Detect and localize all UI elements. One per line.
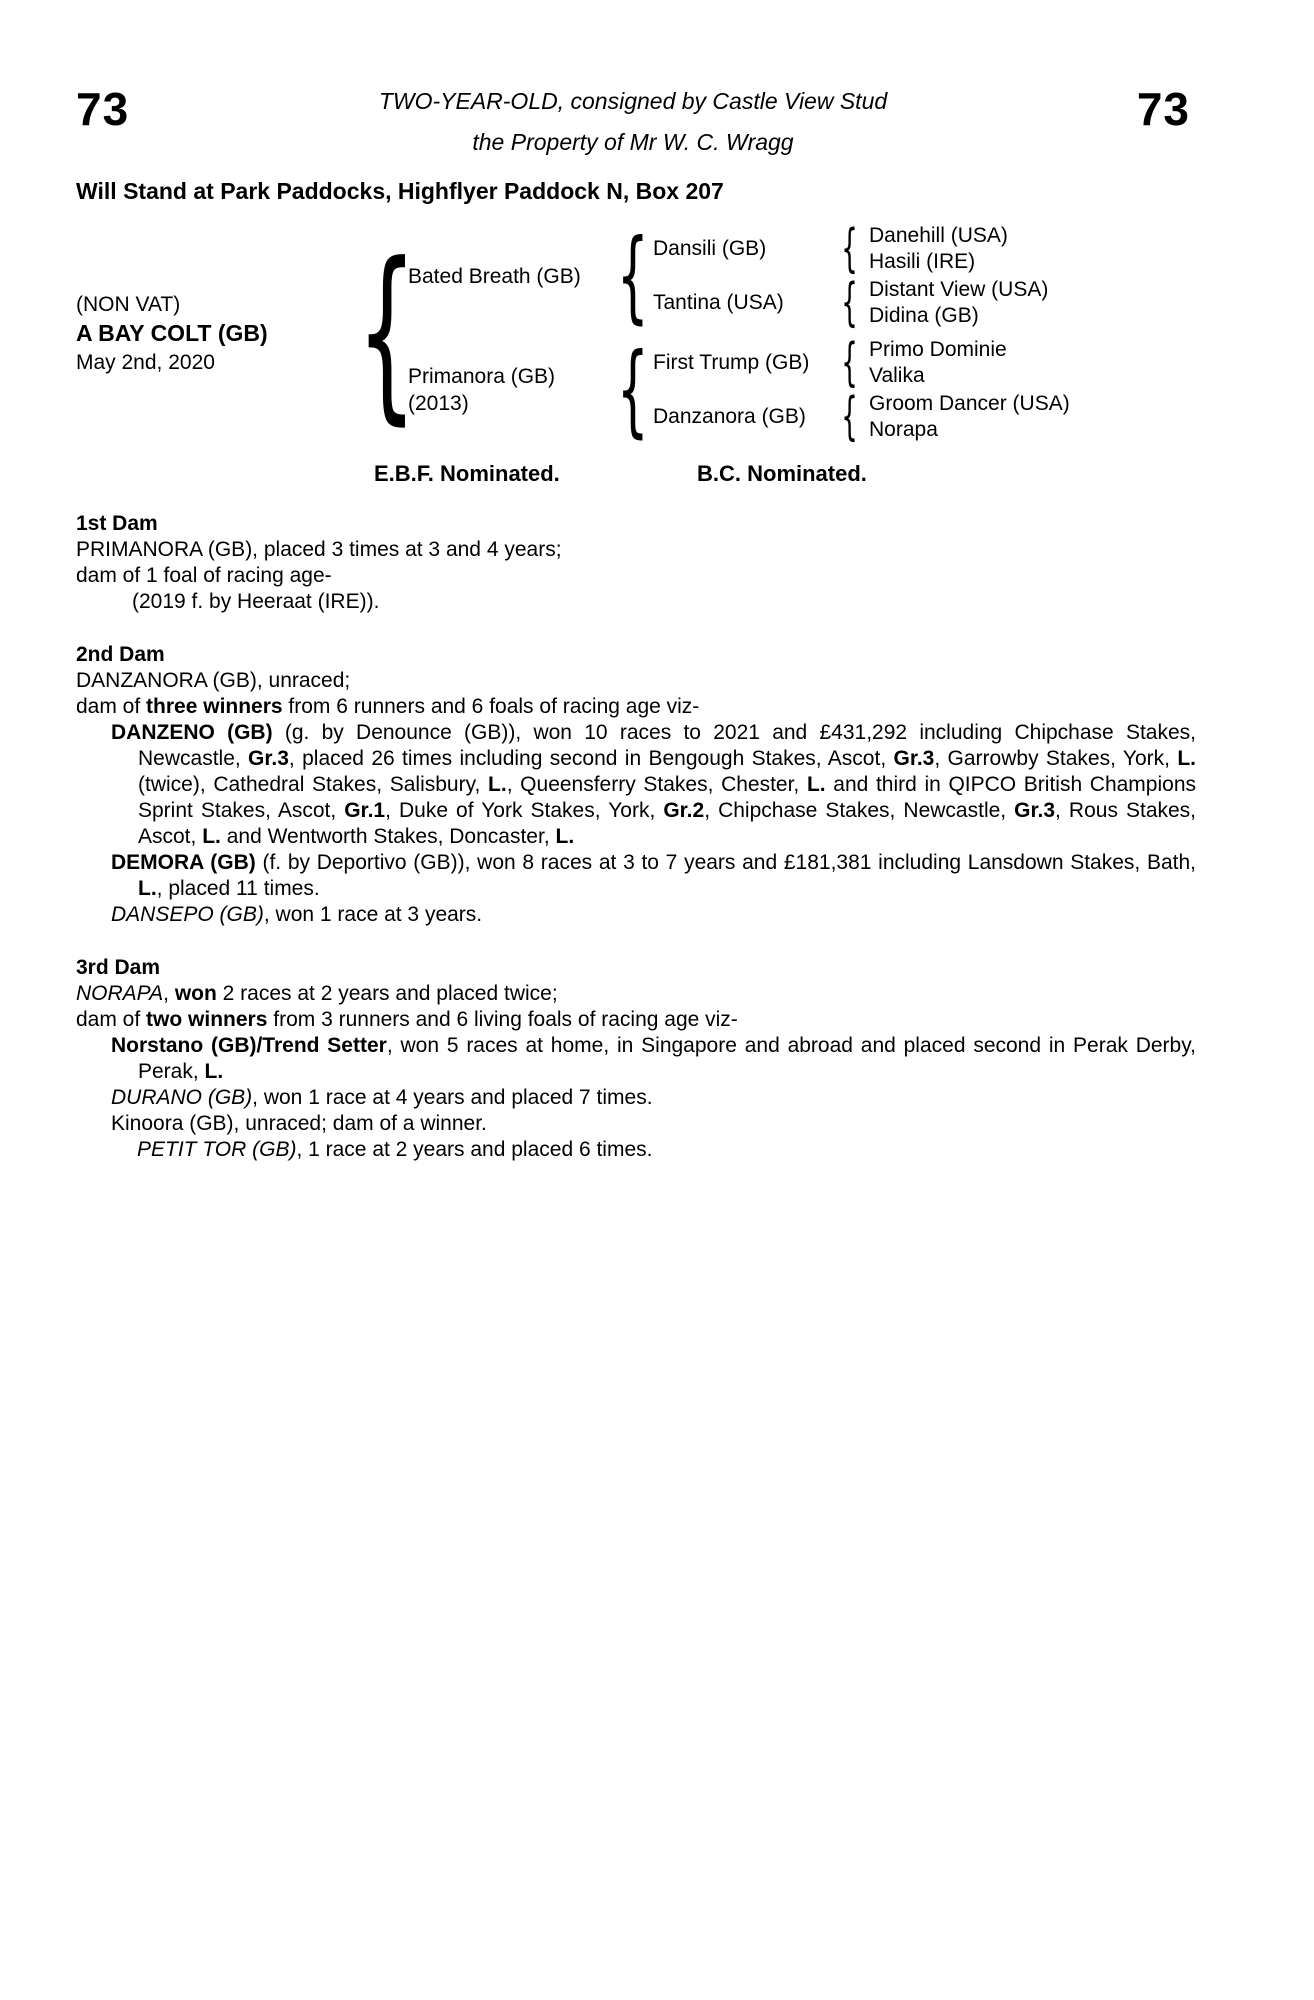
- lot-number-right: 73: [1136, 83, 1190, 135]
- text-run: from 3 runners and 6 living foals of racing age viz-: [267, 1008, 738, 1031]
- text-run: , Duke of York Stakes, York,: [385, 799, 664, 822]
- text-run: won: [174, 982, 217, 1005]
- subject-name: A BAY COLT (GB): [76, 319, 268, 346]
- text-run: NORAPA: [76, 982, 164, 1005]
- text-run: , Chipchase Stakes, Newcastle,: [704, 799, 1015, 822]
- great-grandparent-name: Primo Dominie: [869, 338, 1007, 361]
- pedigree-brace-icon: {: [617, 331, 649, 448]
- section-heading: 3rd Dam: [76, 956, 161, 979]
- grandsire-row: [653, 219, 1048, 279]
- pedigree-paragraph: [76, 1137, 1196, 1163]
- pedigree-paragraph: [76, 563, 1196, 589]
- pedigree-paragraph: [76, 981, 1196, 1007]
- dam-grandparents: [653, 335, 1070, 445]
- text-run: dam of: [76, 1008, 147, 1031]
- great-grandparent-pair: [869, 391, 1070, 443]
- text-run: , won 1 race at 3 years.: [263, 903, 483, 926]
- text-run: Gr.3: [248, 747, 289, 770]
- great-grandparent-name: Hasili (IRE): [869, 250, 976, 273]
- sire-name: Bated Breath (GB): [408, 264, 581, 288]
- grandsire-row: [653, 333, 1070, 393]
- pedigree-brace-icon: {: [617, 217, 649, 334]
- pedigree-paragraph: [76, 537, 1196, 563]
- dam-section: [76, 511, 1196, 615]
- great-grandparent-name: Distant View (USA): [869, 278, 1049, 301]
- text-run: (2019 f. by Heeraat (IRE)).: [132, 590, 380, 613]
- text-run: PETIT TOR (GB): [137, 1138, 297, 1161]
- great-grandparent-pair: [869, 277, 1048, 329]
- text-run: dam of: [76, 695, 147, 718]
- text-run: L.: [202, 825, 221, 848]
- pedigree-paragraph: [76, 1085, 1196, 1111]
- section-heading: 1st Dam: [76, 512, 158, 535]
- text-run: , 1 race at 2 years and placed 6 times.: [296, 1138, 653, 1161]
- text-run: (twice), Cathedral Stakes, Salisbury,: [138, 773, 489, 796]
- pedigree-paragraph: [76, 668, 1196, 694]
- text-run: ,: [163, 982, 175, 1005]
- text-run: DANZANORA (GB), unraced;: [76, 669, 351, 692]
- dam-block: [408, 331, 1070, 448]
- consignor-line: TWO-YEAR-OLD, consigned by Castle View Stud: [378, 88, 888, 114]
- text-run: DANSEPO (GB): [111, 903, 264, 926]
- dam-section: [76, 642, 1196, 928]
- grandparent-name: Danzanora (GB): [653, 405, 806, 428]
- great-grandparent-name: Danehill (USA): [869, 224, 1008, 247]
- text-run: 2 races at 2 years and placed twice;: [216, 982, 558, 1005]
- text-run: L.: [138, 877, 157, 900]
- great-grandparent-pair: [869, 223, 1008, 275]
- great-grandparent-name: Didina (GB): [869, 304, 979, 327]
- text-run: , Rous Stakes, Ascot,: [138, 799, 1197, 848]
- property-line: the Property of Mr W. C. Wragg: [472, 129, 794, 155]
- pedigree-paragraph: [76, 589, 1196, 615]
- grandparent-name: First Trump (GB): [653, 351, 810, 374]
- bc-nomination: B.C. Nominated.: [697, 461, 867, 486]
- text-run: and third in QIPCO British Champions Sprint Stakes, Ascot,: [138, 773, 1196, 822]
- pedigree-paragraph: [76, 850, 1196, 902]
- dam-name: [408, 363, 613, 417]
- text-run: Norstano (GB)/Trend Setter: [111, 1034, 387, 1057]
- granddam-row: [653, 387, 1070, 447]
- pedigree-brace-icon: {: [841, 387, 859, 447]
- section-heading: 2nd Dam: [76, 643, 165, 666]
- text-run: , Queensferry Stakes, Chester,: [506, 773, 807, 796]
- text-run: L.: [488, 773, 507, 796]
- text-run: DURANO (GB): [111, 1086, 253, 1109]
- pedigree-paragraph: [76, 1111, 1196, 1137]
- text-run: DANZENO (GB): [111, 721, 273, 744]
- pedigree-parents: [408, 217, 1070, 449]
- text-run: , won 5 races at home, in Singapore and abroad and placed second in Perak Derby, Perak,: [138, 1034, 1196, 1083]
- text-run: (g. by Denounce (GB)), won 10 races to 2021 and £431,292 including Chipchase Stakes, Newcastle,: [138, 721, 1196, 770]
- sire-block: [408, 217, 1070, 334]
- pedigree-paragraph: [76, 1007, 1196, 1033]
- text-run: PRIMANORA (GB), placed 3 times at 3 and 4 years;: [76, 538, 562, 561]
- subject-block: [76, 290, 366, 377]
- text-run: L.: [1177, 747, 1196, 770]
- text-run: dam of 1 foal of racing age-: [76, 564, 332, 587]
- text-run: , Garrowby Stakes, York,: [934, 747, 1178, 770]
- text-run: DEMORA (GB): [111, 851, 256, 874]
- text-run: three winners: [146, 695, 283, 718]
- text-run: L.: [204, 1060, 224, 1083]
- great-grandparent-pair: [869, 337, 1007, 389]
- vat-status: (NON VAT): [76, 292, 181, 316]
- dam-name-line: Primanora (GB): [408, 365, 556, 388]
- page-header: [0, 0, 1314, 205]
- grandparent-name: Tantina (USA): [653, 291, 784, 314]
- text-run: and Wentworth Stakes, Doncaster,: [220, 825, 556, 848]
- pedigree-brace-icon: {: [357, 223, 417, 442]
- text-run: two winners: [146, 1008, 268, 1031]
- ebf-nomination: E.B.F. Nominated.: [374, 461, 560, 486]
- text-run: , placed 11 times.: [156, 877, 320, 900]
- text-run: , won 1 race at 4 years and placed 7 times.: [252, 1086, 653, 1109]
- granddam-row: [653, 273, 1049, 333]
- text-run: Gr.1: [344, 799, 386, 822]
- sire-grandparents: [653, 221, 1048, 331]
- dam-year-line: (2013): [408, 392, 469, 415]
- pedigree-paragraph: [76, 694, 1196, 720]
- great-grandparent-name: Norapa: [869, 418, 938, 441]
- pedigree-brace-icon: {: [841, 333, 859, 393]
- lot-number-left: 73: [76, 83, 130, 135]
- text-run: L.: [806, 773, 826, 796]
- text-run: Kinoora (GB), unraced; dam of a winner.: [111, 1112, 487, 1135]
- great-grandparent-name: Valika: [869, 364, 925, 387]
- text-run: , placed 26 times including second in Bengough Stakes, Ascot,: [288, 747, 894, 770]
- text-run: from 6 runners and 6 foals of racing age viz-: [282, 695, 700, 718]
- text-run: Gr.2: [663, 799, 705, 822]
- subject-foal-date: May 2nd, 2020: [76, 350, 215, 374]
- pedigree-table: [76, 217, 1314, 449]
- grandparent-name: Dansili (GB): [653, 237, 767, 260]
- text-run: (f. by Deportivo (GB)), won 8 races at 3 to 7 years and £181,381 including Lansdown Stakes, Bath,: [255, 851, 1196, 874]
- pedigree-brace-icon: {: [841, 273, 859, 333]
- stand-location-line: Will Stand at Park Paddocks, Highflyer Paddock N, Box 207: [76, 178, 724, 204]
- dam-section: [76, 955, 1196, 1163]
- great-grandparent-name: Groom Dancer (USA): [869, 392, 1070, 415]
- pedigree-paragraph: [76, 720, 1196, 850]
- pedigree-paragraph: [76, 1033, 1196, 1085]
- pedigree-text-sections: [76, 511, 1196, 1163]
- text-run: Gr.3: [893, 747, 935, 770]
- text-run: L.: [555, 825, 575, 848]
- text-run: Gr.3: [1014, 799, 1056, 822]
- pedigree-brace-icon: {: [841, 219, 859, 279]
- nominations-row: [0, 461, 1314, 491]
- pedigree-paragraph: [76, 902, 1196, 928]
